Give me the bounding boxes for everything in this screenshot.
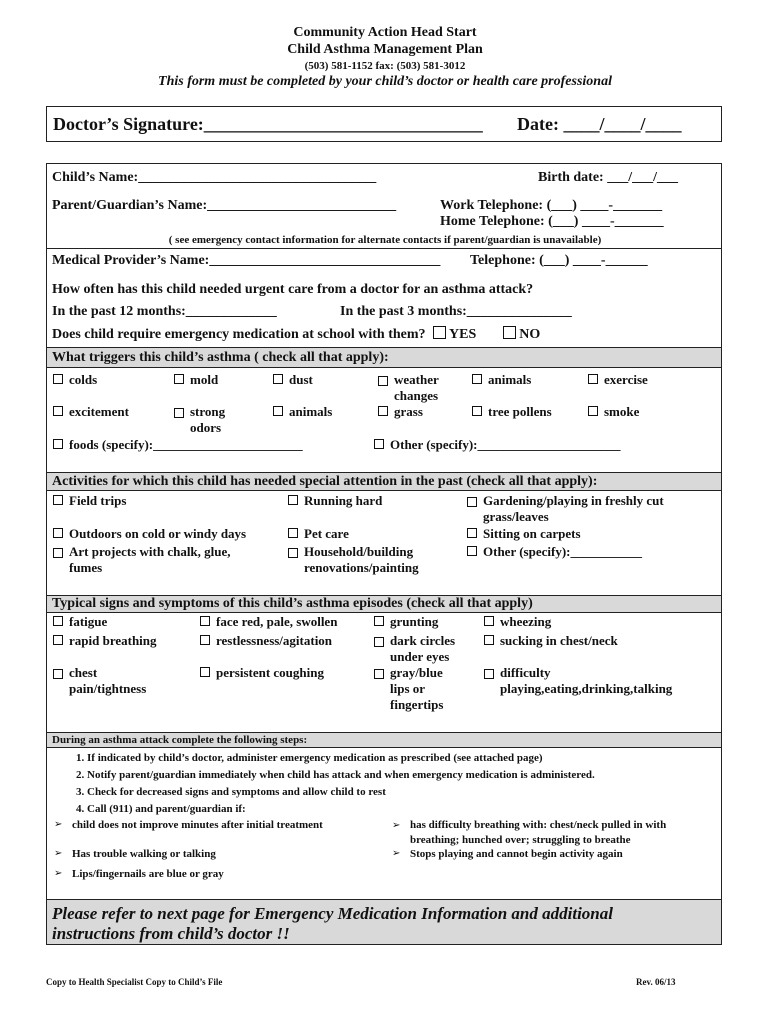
activity-art-projects[interactable] xyxy=(53,544,263,576)
symptom-rapid-breathing[interactable] xyxy=(53,633,157,649)
symptom-fatigue[interactable] xyxy=(53,614,107,630)
activity-outdoors-cold[interactable] xyxy=(53,526,246,542)
symptom-wheezing[interactable] xyxy=(484,614,551,630)
checkbox[interactable] xyxy=(174,374,184,384)
checkbox[interactable] xyxy=(472,374,482,384)
no-checkbox[interactable] xyxy=(503,326,516,339)
emergency-question-text: Does child require emergency medication at school with them? xyxy=(52,327,426,342)
checkbox[interactable] xyxy=(53,669,63,679)
checkbox[interactable] xyxy=(53,635,63,645)
home-telephone-field[interactable]: Home Telephone: (___) ____-_______ xyxy=(440,214,664,229)
checkbox[interactable] xyxy=(174,408,184,418)
call-condition-5 xyxy=(54,867,224,881)
trigger-excitement[interactable] xyxy=(53,404,129,420)
activity-label: Outdoors on cold or windy days xyxy=(69,526,247,541)
symptom-label: rapid breathing xyxy=(69,633,157,648)
checkbox[interactable] xyxy=(53,616,63,626)
trigger-label: smoke xyxy=(604,404,640,419)
symptoms-header xyxy=(47,595,721,613)
trigger-weather-changes[interactable] xyxy=(378,372,458,404)
activity-gardening[interactable] xyxy=(467,493,707,525)
checkbox[interactable] xyxy=(588,374,598,384)
symptoms-title: Typical signs and symptoms of this child’s asthma episodes (check all that apply) xyxy=(52,596,533,611)
trigger-label: animals xyxy=(289,404,333,419)
symptom-difficulty[interactable] xyxy=(484,665,699,697)
activity-other[interactable] xyxy=(467,544,642,560)
symptom-label: gray/blue lips or fingertips xyxy=(390,665,444,712)
checkbox[interactable] xyxy=(467,546,477,556)
symptom-restlessness[interactable] xyxy=(200,633,332,649)
checkbox[interactable] xyxy=(53,406,63,416)
call-condition-3 xyxy=(54,847,216,861)
symptom-grunting[interactable] xyxy=(374,614,438,630)
trigger-dust[interactable] xyxy=(273,372,313,388)
medical-provider-field[interactable]: Medical Provider’s Name:_________________________________ xyxy=(52,253,441,268)
trigger-label: animals xyxy=(488,372,532,387)
step-4: 4. Call (911) and parent/guardian if: xyxy=(76,803,246,815)
activity-household[interactable] xyxy=(288,544,453,576)
trigger-label: strong odors xyxy=(190,404,226,435)
checkbox[interactable] xyxy=(484,669,494,679)
activity-field-trips[interactable] xyxy=(53,493,126,509)
checkbox[interactable] xyxy=(378,376,388,386)
trigger-animals[interactable] xyxy=(472,372,531,388)
checkbox[interactable] xyxy=(53,528,63,538)
activity-label: Sitting on carpets xyxy=(483,526,581,541)
checkbox[interactable] xyxy=(200,616,210,626)
symptom-dark-circles[interactable] xyxy=(374,633,474,665)
checkbox[interactable] xyxy=(273,374,283,384)
trigger-colds[interactable] xyxy=(53,372,97,388)
trigger-label: Other (specify):______________________ xyxy=(390,437,621,452)
urgent-care-question: How often has this child needed urgent care from a doctor for an asthma attack? xyxy=(52,282,534,297)
trigger-foods[interactable] xyxy=(53,437,303,453)
checkbox[interactable] xyxy=(288,528,298,538)
form-title: Child Asthma Management Plan xyxy=(287,42,483,57)
trigger-label: foods (specify):_______________________ xyxy=(69,437,303,452)
symptom-label: wheezing xyxy=(500,614,552,629)
contact-numbers: (503) 581-1152 fax: (503) 581-3012 xyxy=(304,60,466,72)
doctor-signature-field[interactable]: Doctor’s Signature:_______________________________ xyxy=(53,114,483,134)
child-name-field[interactable]: Child’s Name:__________________________________ xyxy=(52,170,377,185)
triggers-header xyxy=(47,347,721,368)
past-3-months-field[interactable]: In the past 3 months:_______________ xyxy=(340,304,572,319)
checkbox[interactable] xyxy=(467,497,477,507)
parent-name-field[interactable]: Parent/Guardian’s Name:___________________________ xyxy=(52,198,397,213)
past-12-months-field[interactable]: In the past 12 months:_____________ xyxy=(52,304,277,319)
checkbox[interactable] xyxy=(53,548,63,558)
activity-running-hard[interactable] xyxy=(288,493,382,509)
divider xyxy=(47,248,721,249)
trigger-label: excitement xyxy=(69,404,129,419)
signature-date-field[interactable]: Date: ____/____/____ xyxy=(517,114,682,134)
symptom-label: difficulty playing,eating,drinking,talking xyxy=(500,665,673,696)
yes-label: YES xyxy=(449,327,477,342)
trigger-label: weather changes xyxy=(394,372,439,403)
checkbox[interactable] xyxy=(472,406,482,416)
triggers-title: What triggers this child’s asthma ( check all that apply): xyxy=(52,350,389,365)
call-condition-text: child does not improve minutes after initial treatment xyxy=(72,819,323,831)
symptom-label: fatigue xyxy=(69,614,108,629)
arrow-bullet-icon: ➢ xyxy=(392,848,401,859)
trigger-label: exercise xyxy=(604,372,648,387)
completion-note: This form must be completed by your child’s doctor or health care professional xyxy=(158,74,612,89)
symptom-sucking-chest[interactable] xyxy=(484,633,618,649)
arrow-bullet-icon: ➢ xyxy=(54,819,63,830)
symptom-label: grunting xyxy=(390,614,439,629)
checkbox[interactable] xyxy=(53,374,63,384)
call-condition-4 xyxy=(392,847,623,861)
activity-pet-care[interactable] xyxy=(288,526,349,542)
provider-telephone-field[interactable]: Telephone: (___) ____-______ xyxy=(470,253,648,268)
symptom-label: persistent coughing xyxy=(216,665,324,680)
activity-label: Household/building renovations/painting xyxy=(304,544,419,575)
symptom-label: restlessness/agitation xyxy=(216,633,333,648)
birth-date-field[interactable]: Birth date: ___/___/___ xyxy=(538,170,678,185)
activities-header xyxy=(47,472,721,491)
activity-label: Gardening/playing in freshly cut grass/leaves xyxy=(483,493,664,524)
checkbox[interactable] xyxy=(53,439,63,449)
steps-title: During an asthma attack complete the following steps: xyxy=(52,734,308,746)
activity-label: Art projects with chalk, glue, fumes xyxy=(69,544,231,575)
org-name: Community Action Head Start xyxy=(293,25,477,40)
trigger-smoke[interactable] xyxy=(588,404,639,420)
checkbox[interactable] xyxy=(288,495,298,505)
checkbox[interactable] xyxy=(484,635,494,645)
symptom-chest-pain[interactable] xyxy=(53,665,173,697)
trigger-tree-pollens[interactable] xyxy=(472,404,552,420)
checkbox[interactable] xyxy=(374,637,384,647)
checkbox[interactable] xyxy=(467,528,477,538)
checkbox[interactable] xyxy=(374,439,384,449)
symptom-label: chest pain/tightness xyxy=(69,665,147,696)
trigger-label: mold xyxy=(190,372,219,387)
symptom-gray-blue-lips[interactable] xyxy=(374,665,464,713)
checkbox[interactable] xyxy=(200,667,210,677)
work-telephone-field[interactable]: Work Telephone: (___) ____-_______ xyxy=(440,198,663,213)
symptom-label: face red, pale, swollen xyxy=(216,614,338,629)
trigger-label: colds xyxy=(69,372,98,387)
copy-distribution: Copy to Health Specialist Copy to Child’s File xyxy=(46,977,223,987)
checkbox[interactable] xyxy=(378,406,388,416)
steps-header xyxy=(47,732,721,748)
symptom-label: sucking in chest/neck xyxy=(500,633,618,648)
next-page-notice: Please refer to next page for Emergency Medication Information and additional instructions from child’s doctor !! xyxy=(52,904,613,943)
trigger-label: grass xyxy=(394,404,423,419)
symptom-label: dark circles under eyes xyxy=(390,633,456,664)
revision-date: Rev. 06/13 xyxy=(636,977,676,987)
arrow-bullet-icon: ➢ xyxy=(392,820,401,831)
no-label: NO xyxy=(519,327,541,342)
trigger-animals-2[interactable] xyxy=(273,404,332,420)
call-condition-text: has difficulty breathing with: chest/neck pulled in with breathing; hunched over; struggling to breathe xyxy=(410,819,667,846)
call-condition-1 xyxy=(54,818,323,832)
arrow-bullet-icon: ➢ xyxy=(54,868,63,879)
yes-checkbox[interactable] xyxy=(433,326,446,339)
checkbox[interactable] xyxy=(288,548,298,558)
trigger-label: tree pollens xyxy=(488,404,552,419)
step-3: 3. Check for decreased signs and symptoms and allow child to rest xyxy=(76,786,386,798)
call-condition-text: Lips/fingernails are blue or gray xyxy=(72,868,224,880)
call-condition-2 xyxy=(392,818,712,848)
call-condition-text: Stops playing and cannot begin activity again xyxy=(410,848,623,860)
trigger-other[interactable] xyxy=(374,437,620,453)
activity-label: Other (specify):___________ xyxy=(483,544,642,559)
checkbox[interactable] xyxy=(374,669,384,679)
trigger-strong-odors[interactable] xyxy=(174,404,244,436)
checkbox[interactable] xyxy=(484,616,494,626)
activity-label: Pet care xyxy=(304,526,349,541)
activity-sitting-carpets[interactable] xyxy=(467,526,581,542)
checkbox[interactable] xyxy=(53,495,63,505)
trigger-exercise[interactable] xyxy=(588,372,648,388)
arrow-bullet-icon: ➢ xyxy=(54,848,63,859)
checkbox[interactable] xyxy=(374,616,384,626)
symptom-face-red[interactable] xyxy=(200,614,337,630)
notice-band xyxy=(47,899,721,944)
symptom-persistent-coughing[interactable] xyxy=(200,665,324,681)
step-2: 2. Notify parent/guardian immediately when child has attack and when emergency medication is administered. xyxy=(76,769,595,781)
call-condition-text: Has trouble walking or talking xyxy=(72,848,216,860)
trigger-mold[interactable] xyxy=(174,372,218,388)
signature-box xyxy=(46,106,722,142)
contact-note: ( see emergency contact information for alternate contacts if parent/guardian is unavailable) xyxy=(168,234,602,246)
activity-label: Running hard xyxy=(304,493,383,508)
trigger-label: dust xyxy=(289,372,313,387)
checkbox[interactable] xyxy=(273,406,283,416)
trigger-grass[interactable] xyxy=(378,404,423,420)
emergency-medication-question xyxy=(52,326,540,343)
activity-label: Field trips xyxy=(69,493,127,508)
checkbox[interactable] xyxy=(588,406,598,416)
checkbox[interactable] xyxy=(200,635,210,645)
activities-title: Activities for which this child has needed special attention in the past (check all that apply): xyxy=(52,474,598,489)
step-1: 1. If indicated by child’s doctor, administer emergency medication as prescribed (see attached page) xyxy=(76,752,543,764)
